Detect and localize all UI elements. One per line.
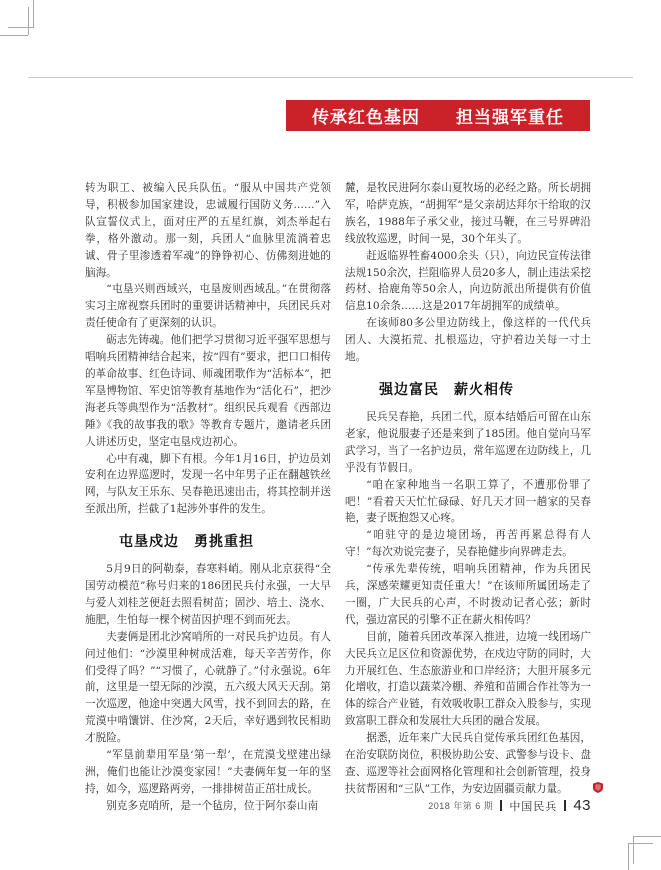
crop-mark-top-left — [8, 27, 34, 28]
paragraph: “咱在家种地当一名职工算了，不遭那份罪了吧！”看着天天忙忙碌碌、好几天才回一趟家的吴春艳，妻子既抱怨又心疼。 — [345, 478, 591, 525]
page-footer — [428, 797, 591, 814]
paragraph: 5月9日的阿勒泰，春寒料峭。刚从北京获得“全国劳动模范”称号归来的186团民兵付永强，一大早与爱人刘桂芝便赶去照看树苗；固沙、培土、浇水、施肥，生怕每一棵个树苗因护理不到而死去。 — [85, 563, 331, 626]
paragraph: 麓，是牧民进阿尔泰山夏牧场的必经之路。所长胡拥军，哈萨克族，“胡拥军”是父亲胡达拜尔干给取的汉族名，1988年子承父业，接过马鞭，在三号界碑沿线放牧巡逻，时间一晃，30个年头了。 — [345, 182, 591, 245]
paragraph-text: 据悉，近年来广大民兵自觉传承兵团红色基因，在治安联防岗位，积极协助公安、武警参与设卡、盘查、巡逻等社会面网格化管理和社会创新管理，投身扶贫帮困和“三队”工作，为安边固疆贡献力量。 — [345, 732, 591, 795]
paragraph: 转为职工、被编入民兵队伍。“服从中国共产党领导，积极参加国家建设，忠诚履行国防义务……”入队宣誓仪式上，面对庄严的五星红旗，刘杰举起右拳，格外激动。那一刻，兵团人“血脉里流淌着忠诚、骨子里渗透着军魂”的铮铮初心、仿佛刻进她的脑海。 — [85, 182, 331, 279]
paragraph: 在该师80多公里边防线上，像这样的一代代兵团人、大漠拓荒、扎根巡边，守护着边关每一寸土地。 — [345, 317, 591, 364]
paragraph: 别克多克哨所，是一个毡房，位于阿尔泰山南 — [106, 799, 319, 812]
section-heading-qiangbian-fumin: 强边富民 薪火相传 — [379, 380, 514, 397]
article-body — [85, 180, 591, 815]
paragraph: “军垦前辈用军垦‘第一犁’，在荒漠戈壁建出绿洲，俺们也能让沙漠变家园！”夫妻俩年复一年的坚持，如今，巡逻路两旁，一排排树苗正茁壮成长。 — [85, 749, 331, 795]
article-end-mark-icon — [572, 782, 582, 793]
paragraph: 赶返临界牲畜4000余头（只），向边民宣传法律法规150余次，拦阻临界人员20多人，制止违法采挖药材、拾鹿角等50余人，向边防派出所提供有价值信息10余条……这是2017年胡拥军的成绩单。 — [345, 249, 591, 313]
column-left — [85, 180, 331, 815]
crop-mark-top-left — [0, 35, 28, 36]
crop-mark-top-left — [28, 7, 29, 35]
footer-page-number: 43 — [573, 797, 591, 814]
paragraph-last — [345, 730, 591, 798]
paragraph: 砺志先铸魂。他们把学习贯彻习近平强军思想与唱响兵团精神结合起来，按“四有”要求，把口口相传的革命故事、红色诗词、师魂团歌作为“活标本”，把军垦博物馆、军史馆等教育基地作为“活化石”，把沙海老兵等典型作为“活教材”。组织民兵观看《西部边陲》《我的故事我的歌》等教育专题片，邀请老兵团人讲述历史，坚定屯垦戍边初心。 — [85, 334, 331, 448]
trim-line — [28, 77, 633, 78]
paragraph: “传承先辈传统，唱响兵团精神，作为兵团民兵，深感荣耀更知责任重大！”在该师所属团场走了一圈，广大民兵的心声，不时拨动记者心弦；新时代，强边富民的引擎不正在薪火相传吗？ — [345, 563, 591, 626]
paragraph: “屯垦兴则西域兴，屯垦废则西域乱。”在贯彻落实习主席视察兵团时的重要讲话精神中，兵团民兵对责任使命有了更深刻的认识。 — [85, 283, 331, 330]
crop-mark-bottom-right — [633, 836, 634, 864]
footer-issue: 2018 年第 6 期 — [428, 801, 494, 811]
paragraph: 民兵吴春艳，兵团二代，原本结婚后可留在山东老家，他说服妻子还是来到了185团。他自觉向马军武学习，当了一名护边员，常年巡逻在边防线上，几乎没有节假日。 — [345, 410, 591, 474]
paragraph: 心中有魂，脚下有根。今年1月16日，护边员刘安利在边界巡逻时，发现一名中年男子正在翻越铁丝网，与队友王乐东、吴春艳迅速出击，将其控制并送至派出所，拦截了1起涉外事件的发生。 — [85, 452, 331, 516]
footer-magazine-title: 中国民兵 — [509, 800, 558, 813]
paragraph: 夫妻俩是团北沙窝哨所的一对民兵护边员。有人问过他们：“沙漠里种树成活难，每天辛苦劳作，你们受得了吗？”“习惯了，心就静了。”付永强说。6年前，这里是一望无际的沙漠，五六级大风天天刮。第一次巡逻，他途中突遇大风雪，找不到回去的路，在荒漠中啃馕饼、住沙窝，2天后，幸好遇到牧民相助才脱险。 — [85, 630, 331, 745]
column-right — [345, 180, 591, 815]
crop-mark-bottom-right — [633, 836, 661, 837]
paragraph: “咱驻守的是边境团场，再苦再累总得有人守！”每次劝说完妻子，吴春艳健步向界碑走去。 — [345, 529, 591, 559]
slogan-banner — [286, 100, 590, 131]
section-heading-tunken-shubian: 屯垦戍边 勇挑重担 — [119, 533, 254, 550]
crop-mark-top-left — [33, 0, 34, 27]
crop-mark-bottom-right — [628, 843, 653, 844]
slogan-banner-text: 传承红色基因 担当强军重任 — [312, 108, 564, 127]
footer-separator — [564, 800, 566, 811]
paragraph: 目前，随着兵团改革深入推进，边境一线团场广大民兵立足区位和资源优势，在戍边守防的同时，大力开展红色、生态旅游业和口岸经济；大胆开展多元化增收，打造以蔬菜冷棚、养殖和苗圃合作社等为一体的综合产业链，有效吸收职工群众入股参与，实现致富职工群众和发展壮大兵团的融合发展。 — [345, 630, 591, 728]
footer-separator — [500, 800, 502, 811]
crop-mark-bottom-right — [628, 843, 629, 870]
